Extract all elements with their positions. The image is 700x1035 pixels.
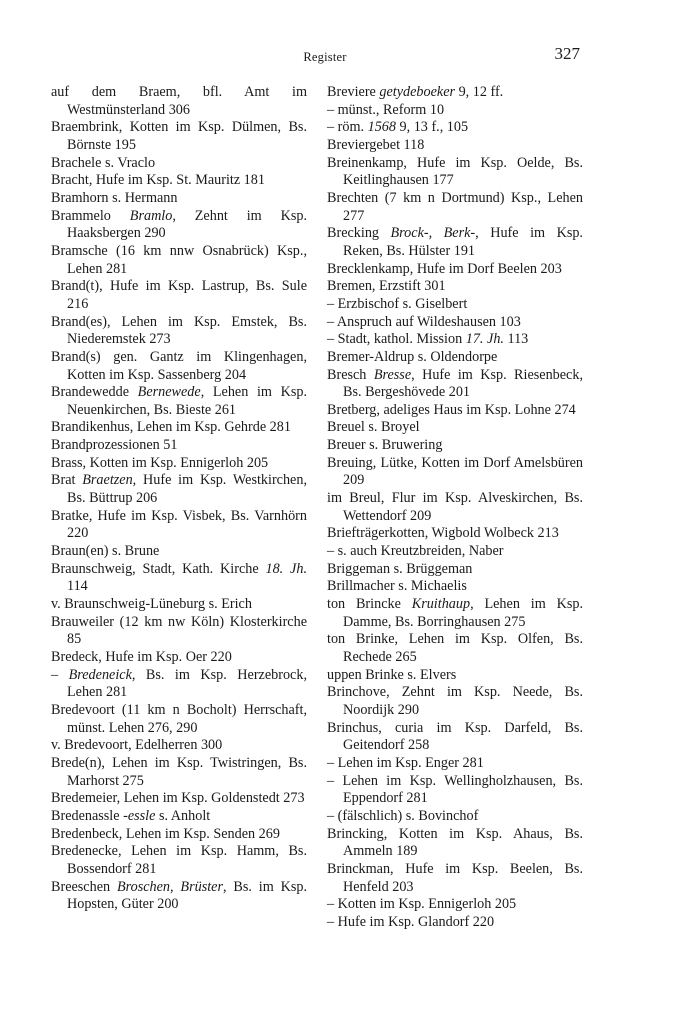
index-entry xyxy=(51,508,307,543)
index-entry xyxy=(51,737,307,755)
entry-italic-text: Bramlo xyxy=(129,207,173,224)
entry-text: Bredenecke, Lehen im Ksp. Hamm, Bs. Bossendorf 281 xyxy=(51,843,307,877)
entry-text: Bredenbeck, Lehen im Ksp. Senden 269 xyxy=(51,825,280,842)
index-entry xyxy=(327,419,583,437)
entry-text: Brinckman, Hufe im Ksp. Beelen, Bs. Henfeld 203 xyxy=(327,860,583,895)
entry-text: Brat xyxy=(51,472,83,489)
entry-text: – Hufe im Ksp. Glandorf 220 xyxy=(327,913,495,930)
index-entry xyxy=(327,490,583,525)
index-entry xyxy=(327,578,583,596)
entry-text: Brass, Kotten im Ksp. Ennigerloh 205 xyxy=(51,454,269,471)
entry-text: v. Bredevoort, Edelherren 300 xyxy=(51,737,223,754)
index-entry xyxy=(51,826,307,844)
index-entry xyxy=(327,367,583,402)
entry-text: Brauweiler (12 km nw Köln) Klosterkirche 85 xyxy=(51,613,307,648)
entry-text: Brandprozessionen 51 xyxy=(51,437,178,454)
entry-text: Bredenassle xyxy=(51,807,124,824)
index-entry xyxy=(327,261,583,279)
entry-text: Bramsche (16 km nnw Osnabrück) Ksp., Lehen 281 xyxy=(51,242,307,277)
entry-text: Brand(s) gen. Gantz im Klingenhagen, Kotten im Ksp. Sassenberg 204 xyxy=(51,348,307,383)
entry-text: Briefträgerkotten, Wigbold Wolbeck 213 xyxy=(327,525,559,542)
index-entry xyxy=(327,596,583,631)
index-entry xyxy=(51,278,307,313)
entry-text: – xyxy=(51,666,69,683)
entry-text: Bracht, Hufe im Ksp. St. Mauritz 181 xyxy=(51,172,265,189)
index-entry xyxy=(327,84,583,102)
index-entry xyxy=(51,702,307,737)
entry-text: s. Anholt xyxy=(155,807,211,824)
index-entry xyxy=(51,208,307,243)
entry-text: Brammelo xyxy=(51,207,130,224)
entry-text: 9, 12 ff. xyxy=(455,84,504,100)
entry-italic-text: Bredeneick xyxy=(68,666,132,683)
index-entry xyxy=(327,225,583,260)
entry-italic-text: Braetzen xyxy=(82,472,133,489)
index-entry xyxy=(327,826,583,861)
index-entry xyxy=(327,896,583,914)
entry-text: Bretberg, adeliges Haus im Ksp. Lohne 274 xyxy=(327,401,576,418)
index-entry xyxy=(51,384,307,419)
entry-text: Brandikenhus, Lehen im Ksp. Gehrde 281 xyxy=(51,419,291,436)
entry-text: im Breul, Flur im Ksp. Alveskirchen, Bs. Wettendorf 209 xyxy=(327,490,583,524)
index-entry xyxy=(51,84,307,119)
entry-text: Brandewedde xyxy=(51,384,138,401)
entry-text: Breviergebet 118 xyxy=(327,136,425,153)
index-entry xyxy=(327,543,583,561)
entry-text: ton Brinke, Lehen im Ksp. Olfen, Bs. Rechede 265 xyxy=(327,631,583,665)
entry-text: Briggeman s. Brüggeman xyxy=(327,560,473,577)
entry-italic-text: -essle xyxy=(123,807,156,824)
entry-text: Bremer-Aldrup s. Oldendorpe xyxy=(327,348,498,365)
entry-text: Breinenkamp, Hufe im Ksp. Oelde, Bs. Keitlinghausen 177 xyxy=(327,154,583,189)
index-entry xyxy=(51,596,307,614)
entry-text: Bredevoort (11 km n Bocholt) Herrschaft, münst. Lehen 276, 290 xyxy=(51,701,307,736)
index-entry xyxy=(327,349,583,367)
entry-text: ton Brincke xyxy=(327,596,412,613)
index-entry xyxy=(51,119,307,154)
entry-text: Breuel s. Broyel xyxy=(327,419,420,436)
running-head xyxy=(0,44,700,68)
index-entry xyxy=(327,755,583,773)
entry-text: – münst., Reform 10 xyxy=(327,101,445,118)
entry-text: , Zehnt im Ksp. Haaksbergen 290 xyxy=(67,207,308,242)
entry-text: Brecklenkamp, Hufe im Dorf Beelen 203 xyxy=(327,260,562,277)
entry-text: , Bs. im Ksp. Hopsten, Güter 200 xyxy=(67,878,308,913)
index-entry xyxy=(327,402,583,420)
entry-text: Brinchove, Zehnt im Ksp. Neede, Bs. Noordijk 290 xyxy=(327,684,583,718)
entry-text: Bredeck, Hufe im Ksp. Oer 220 xyxy=(51,649,232,665)
index-entry xyxy=(327,296,583,314)
index-entry xyxy=(327,437,583,455)
index-entry xyxy=(51,155,307,173)
index-entry xyxy=(327,808,583,826)
index-entry xyxy=(327,631,583,666)
entry-text: , Hufe im Ksp. Westkirchen, Bs. Büttrup 206 xyxy=(67,472,307,507)
index-entry xyxy=(51,649,307,667)
index-entry xyxy=(327,190,583,225)
index-entry xyxy=(327,102,583,120)
entry-text: , Lehen im Ksp. Neuenkirchen, Bs. Bieste 261 xyxy=(67,384,308,418)
index-entry xyxy=(51,243,307,278)
index-entry xyxy=(327,525,583,543)
index-entry xyxy=(51,790,307,808)
entry-text: , Hufe im Ksp. Riesenbeck, Bs. Bergeshövede 201 xyxy=(343,366,583,401)
entry-text: 9, 13 f., 105 xyxy=(395,119,469,136)
entry-text: Bramhorn s. Hermann xyxy=(51,189,178,206)
entry-text: auf dem Braem, bfl. Amt im Westmünsterland 306 xyxy=(51,84,307,118)
index-entry xyxy=(51,455,307,473)
entry-text: 113 xyxy=(503,331,529,348)
entry-text: Brachele s. Vraclo xyxy=(51,154,156,171)
index-entry xyxy=(327,455,583,490)
index-entry xyxy=(51,843,307,878)
entry-text: – Lehen im Ksp. Wellingholzhausen, Bs. Eppendorf 281 xyxy=(327,772,583,807)
entry-text: Bremen, Erzstift 301 xyxy=(327,278,446,295)
entry-text: – Erzbischof s. Giselbert xyxy=(327,295,468,312)
index-entry xyxy=(327,278,583,296)
entry-text: – Anspruch auf Wildeshausen 103 xyxy=(327,313,521,330)
index-entry xyxy=(327,137,583,155)
index-entry xyxy=(51,437,307,455)
index-entry xyxy=(51,172,307,190)
page-number: 327 xyxy=(554,44,580,63)
entry-text: Brinchus, curia im Ksp. Darfeld, Bs. Geitendorf 258 xyxy=(327,719,583,754)
index-entry xyxy=(51,190,307,208)
index-entry xyxy=(51,561,307,596)
entry-text: Bredemeier, Lehen im Ksp. Goldenstedt 273 xyxy=(51,790,305,807)
entry-italic-text: Kruithaup xyxy=(411,596,471,613)
entry-text: Brede(n), Lehen im Ksp. Twistringen, Bs. Marhorst 275 xyxy=(51,754,307,789)
index-entry xyxy=(51,349,307,384)
entry-text: Bresch xyxy=(327,366,374,383)
entry-text: Brand(es), Lehen im Ksp. Emstek, Bs. Niederemstek 273 xyxy=(51,313,307,348)
entry-text: 114 xyxy=(67,578,88,595)
entry-text: uppen Brinke s. Elvers xyxy=(327,666,457,683)
index-entry xyxy=(327,720,583,755)
index-entry xyxy=(327,914,583,932)
entry-text: Breuing, Lütke, Kotten im Dorf Amelsbüren 209 xyxy=(327,454,583,489)
entry-italic-text: 17. Jh. xyxy=(465,331,504,348)
entry-text: – Kotten im Ksp. Ennigerloh 205 xyxy=(327,896,517,913)
entry-italic-text: 18. Jh. xyxy=(265,560,307,577)
index-entry xyxy=(51,755,307,790)
index-entry xyxy=(51,314,307,349)
entry-text: – röm. xyxy=(327,119,368,136)
index-column-right xyxy=(327,84,583,932)
index-entry xyxy=(51,543,307,561)
index-entry xyxy=(327,155,583,190)
entry-text: Brand(t), Hufe im Ksp. Lastrup, Bs. Sule 216 xyxy=(51,278,307,312)
index-column-left xyxy=(51,84,307,914)
entry-text: Bratke, Hufe im Ksp. Visbek, Bs. Varnhörn 220 xyxy=(51,507,307,542)
entry-text: Breviere xyxy=(327,84,380,100)
entry-text: , Bs. im Ksp. Herzebrock, Lehen 281 xyxy=(67,666,307,701)
index-entry xyxy=(327,561,583,579)
index-entry xyxy=(327,667,583,685)
index-entry xyxy=(327,773,583,808)
entry-italic-text: Broschen, Brüster xyxy=(116,878,223,895)
entry-text: – Stadt, kathol. Mission xyxy=(327,331,466,348)
index-entry xyxy=(51,472,307,507)
entry-text: Breeschen xyxy=(51,878,117,895)
index-entry xyxy=(51,808,307,826)
entry-text: Brechten (7 km n Dortmund) Ksp., Lehen 277 xyxy=(327,189,583,224)
running-head-title: Register xyxy=(303,50,347,64)
entry-italic-text: Brock-, Berk- xyxy=(390,225,476,242)
entry-text: , Hufe im Ksp. Reken, Bs. Hülster 191 xyxy=(343,225,583,259)
entry-text: – Lehen im Ksp. Enger 281 xyxy=(327,754,484,771)
index-entry xyxy=(51,879,307,914)
entry-text: – s. auch Kreutzbreiden, Naber xyxy=(327,543,504,560)
index-entry xyxy=(327,119,583,137)
index-entry xyxy=(327,314,583,332)
index-entry xyxy=(51,614,307,649)
entry-text: Brincking, Kotten im Ksp. Ahaus, Bs. Ammeln 189 xyxy=(327,825,583,860)
entry-text: Braunschweig, Stadt, Kath. Kirche xyxy=(51,560,266,577)
entry-italic-text: 1568 xyxy=(367,119,396,136)
entry-text: Braun(en) s. Brune xyxy=(51,543,160,560)
index-entry xyxy=(327,684,583,719)
entry-text: , Lehen im Ksp. Damme, Bs. Borringhausen 275 xyxy=(343,596,583,630)
entry-italic-text: Bernewede xyxy=(137,384,201,401)
index-entry xyxy=(51,419,307,437)
entry-italic-text: getydeboeker xyxy=(379,84,456,100)
entry-text: Braembrink, Kotten im Ksp. Dülmen, Bs. Börnste 195 xyxy=(51,119,307,153)
entry-text: Brillmacher s. Michaelis xyxy=(327,578,467,595)
index-entry xyxy=(51,667,307,702)
entry-italic-text: Bresse xyxy=(373,366,412,383)
index-entry xyxy=(327,861,583,896)
entry-text: v. Braunschweig-Lüneburg s. Erich xyxy=(51,596,252,613)
entry-text: Breuer s. Bruwering xyxy=(327,437,443,454)
entry-text: – (fälschlich) s. Bovinchof xyxy=(327,807,479,824)
index-entry xyxy=(327,331,583,349)
entry-text: Brecking xyxy=(327,225,391,242)
